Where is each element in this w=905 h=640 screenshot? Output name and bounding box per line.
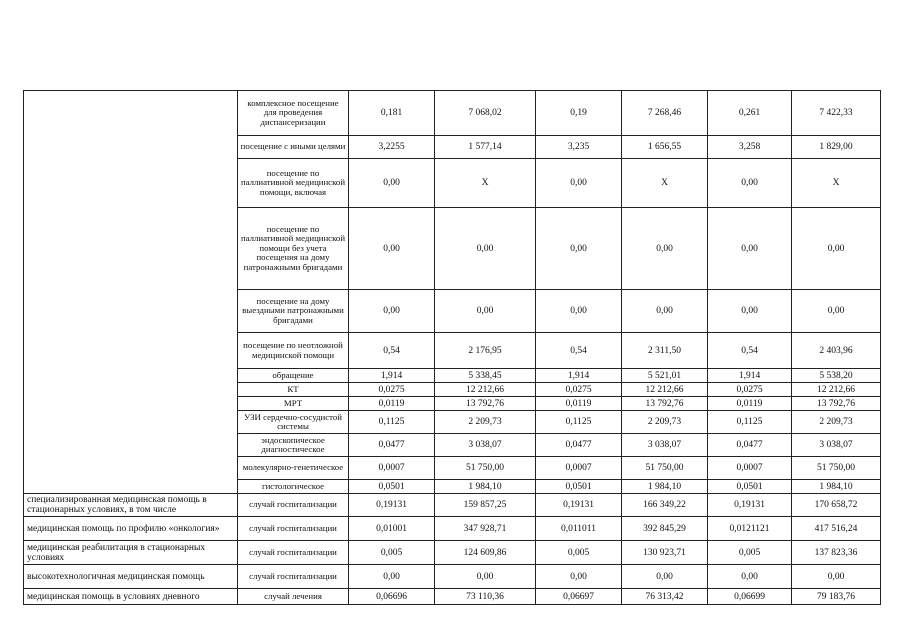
unit-cell: случай госпитализации xyxy=(238,494,349,517)
value-cell: 12 212,66 xyxy=(792,383,881,397)
unit-cell: случай госпитализации xyxy=(238,517,349,541)
value-cell: 0,00 xyxy=(708,159,792,208)
table-row xyxy=(24,565,881,589)
value-cell: 124 609,86 xyxy=(435,541,536,565)
value-cell: 3,2255 xyxy=(349,136,435,159)
table-row xyxy=(24,541,881,565)
value-cell: 0,0119 xyxy=(708,397,792,411)
value-cell: 0,00 xyxy=(349,565,435,589)
value-cell: 0,06699 xyxy=(708,589,792,605)
value-cell: 0,0501 xyxy=(349,480,435,494)
value-cell: 0,19131 xyxy=(536,494,622,517)
value-cell: 12 212,66 xyxy=(622,383,708,397)
value-cell: 3,235 xyxy=(536,136,622,159)
value-cell: 0,005 xyxy=(349,541,435,565)
value-cell: 0,005 xyxy=(536,541,622,565)
value-cell: 51 750,00 xyxy=(622,457,708,480)
value-cell: 3,258 xyxy=(708,136,792,159)
value-cell: 0,06697 xyxy=(536,589,622,605)
value-cell: 7 422,33 xyxy=(792,91,881,136)
value-cell: 1 984,10 xyxy=(792,480,881,494)
value-cell: 392 845,29 xyxy=(622,517,708,541)
unit-cell: случай госпитализации xyxy=(238,565,349,589)
value-cell: 0,0007 xyxy=(349,457,435,480)
value-cell: 0,00 xyxy=(435,565,536,589)
value-cell: 0,0477 xyxy=(708,434,792,457)
value-cell: 73 110,36 xyxy=(435,589,536,605)
value-cell: 0,54 xyxy=(708,333,792,369)
value-cell: 0,00 xyxy=(349,159,435,208)
value-cell: 13 792,76 xyxy=(622,397,708,411)
row-label-cell: медицинская помощь по профилю «онкология» xyxy=(24,517,238,541)
unit-cell: комплексное посещение для проведения диспансеризации xyxy=(238,91,349,136)
value-cell: 130 923,71 xyxy=(622,541,708,565)
value-cell: 51 750,00 xyxy=(435,457,536,480)
value-cell: 0,0477 xyxy=(536,434,622,457)
value-cell: 1,914 xyxy=(536,369,622,383)
unit-cell: посещение по паллиативной медицинской помощи, включая xyxy=(238,159,349,208)
value-cell: 51 750,00 xyxy=(792,457,881,480)
value-cell: 2 209,73 xyxy=(435,411,536,434)
value-cell: 0,181 xyxy=(349,91,435,136)
value-cell: 0,261 xyxy=(708,91,792,136)
value-cell: 2 209,73 xyxy=(622,411,708,434)
value-cell: 0,0501 xyxy=(708,480,792,494)
value-cell: 166 349,22 xyxy=(622,494,708,517)
value-cell: 0,0007 xyxy=(536,457,622,480)
row-label-cell: высокотехнологичная медицинская помощь xyxy=(24,565,238,589)
table-row xyxy=(24,494,881,517)
value-cell: 1,914 xyxy=(708,369,792,383)
row-label-cell: медицинская помощь в условиях дневного xyxy=(24,589,238,605)
unit-cell: посещение по неотложной медицинской помощи xyxy=(238,333,349,369)
value-cell: 2 403,96 xyxy=(792,333,881,369)
value-cell: 0,00 xyxy=(536,159,622,208)
unit-cell: посещение на дому выездными патронажными бригадами xyxy=(238,290,349,333)
value-cell: 0,19 xyxy=(536,91,622,136)
value-cell: 3 038,07 xyxy=(622,434,708,457)
value-cell: 0,005 xyxy=(708,541,792,565)
unit-cell: эндоскопическое диагностическое xyxy=(238,434,349,457)
value-cell: 5 521,01 xyxy=(622,369,708,383)
value-cell: 3 038,07 xyxy=(435,434,536,457)
value-cell: 0,00 xyxy=(622,290,708,333)
value-cell: 0,00 xyxy=(349,208,435,290)
value-cell: 1,914 xyxy=(349,369,435,383)
value-cell: 1 577,14 xyxy=(435,136,536,159)
value-cell: X xyxy=(435,159,536,208)
value-cell: 0,0275 xyxy=(349,383,435,397)
value-cell: X xyxy=(622,159,708,208)
value-cell: 79 183,76 xyxy=(792,589,881,605)
value-cell: 0,54 xyxy=(536,333,622,369)
unit-cell: посещение по паллиативной медицинской помощи без учета посещения на дому патронажными бригадами xyxy=(238,208,349,290)
row-label-cell: медицинская реабилитация в стационарных условиях xyxy=(24,541,238,565)
value-cell: 13 792,76 xyxy=(792,397,881,411)
unit-cell: случай лечения xyxy=(238,589,349,605)
value-cell: 0,0477 xyxy=(349,434,435,457)
value-cell: 0,011011 xyxy=(536,517,622,541)
value-cell: 0,1125 xyxy=(349,411,435,434)
value-cell: 0,00 xyxy=(349,290,435,333)
value-cell: 0,00 xyxy=(536,208,622,290)
table-row xyxy=(24,91,881,136)
value-cell: 0,00 xyxy=(792,208,881,290)
value-cell: 159 857,25 xyxy=(435,494,536,517)
value-cell: 0,0275 xyxy=(536,383,622,397)
value-cell: 137 823,36 xyxy=(792,541,881,565)
value-cell: 0,19131 xyxy=(349,494,435,517)
value-cell: 0,0501 xyxy=(536,480,622,494)
value-cell: 5 538,20 xyxy=(792,369,881,383)
value-cell: 7 268,46 xyxy=(622,91,708,136)
value-cell: 0,19131 xyxy=(708,494,792,517)
tariff-table xyxy=(23,90,881,605)
value-cell: 0,0119 xyxy=(536,397,622,411)
unit-cell: гистологическое xyxy=(238,480,349,494)
value-cell: 5 338,45 xyxy=(435,369,536,383)
value-cell: 2 311,50 xyxy=(622,333,708,369)
value-cell: 0,00 xyxy=(435,208,536,290)
unit-cell: КТ xyxy=(238,383,349,397)
value-cell: 13 792,76 xyxy=(435,397,536,411)
value-cell: 0,00 xyxy=(622,565,708,589)
value-cell: 0,0275 xyxy=(708,383,792,397)
value-cell: 3 038,07 xyxy=(792,434,881,457)
value-cell: 1 656,55 xyxy=(622,136,708,159)
value-cell: 0,54 xyxy=(349,333,435,369)
value-cell: 76 313,42 xyxy=(622,589,708,605)
value-cell: 0,00 xyxy=(622,208,708,290)
value-cell: 0,00 xyxy=(435,290,536,333)
value-cell: 0,06696 xyxy=(349,589,435,605)
value-cell: 0,1125 xyxy=(708,411,792,434)
row-label-cell: специализированная медицинская помощь в стационарных условиях, в том числе xyxy=(24,494,238,517)
value-cell: X xyxy=(792,159,881,208)
value-cell: 0,00 xyxy=(536,290,622,333)
unit-cell: МРТ xyxy=(238,397,349,411)
value-cell: 347 928,71 xyxy=(435,517,536,541)
value-cell: 2 209,73 xyxy=(792,411,881,434)
value-cell: 0,1125 xyxy=(536,411,622,434)
unit-cell: посещение с иными целями xyxy=(238,136,349,159)
value-cell: 12 212,66 xyxy=(435,383,536,397)
value-cell: 0,00 xyxy=(792,565,881,589)
value-cell: 417 516,24 xyxy=(792,517,881,541)
value-cell: 1 984,10 xyxy=(622,480,708,494)
value-cell: 0,00 xyxy=(792,290,881,333)
unit-cell: случай госпитализации xyxy=(238,541,349,565)
value-cell: 7 068,02 xyxy=(435,91,536,136)
unit-cell: молекулярно-генетическое xyxy=(238,457,349,480)
table-row xyxy=(24,589,881,605)
value-cell: 1 984,10 xyxy=(435,480,536,494)
value-cell: 2 176,95 xyxy=(435,333,536,369)
value-cell: 0,00 xyxy=(708,208,792,290)
value-cell: 0,00 xyxy=(536,565,622,589)
value-cell: 0,0007 xyxy=(708,457,792,480)
value-cell: 0,00 xyxy=(708,290,792,333)
row-label-cell xyxy=(24,91,238,494)
value-cell: 0,0119 xyxy=(349,397,435,411)
table-body xyxy=(24,91,881,605)
unit-cell: обращение xyxy=(238,369,349,383)
value-cell: 0,0121121 xyxy=(708,517,792,541)
value-cell: 0,00 xyxy=(708,565,792,589)
table-row xyxy=(24,517,881,541)
value-cell: 0,01001 xyxy=(349,517,435,541)
unit-cell: УЗИ сердечно-сосудистой системы xyxy=(238,411,349,434)
value-cell: 170 658,72 xyxy=(792,494,881,517)
value-cell: 1 829,00 xyxy=(792,136,881,159)
